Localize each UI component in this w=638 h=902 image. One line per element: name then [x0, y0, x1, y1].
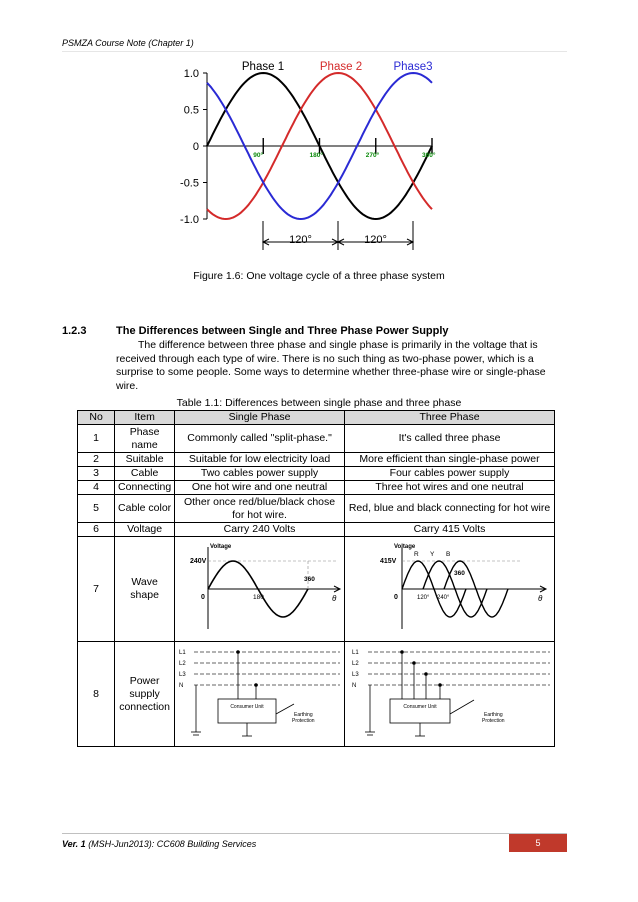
cell-no: 1: [78, 425, 115, 453]
cell-three: It's called three phase: [345, 425, 555, 453]
wave-end-label: 360: [453, 570, 465, 577]
cell-three: Red, blue and black connecting for hot wire: [345, 495, 555, 523]
three-phase-figure: [0, 0, 638, 262]
wave-voltage-label: Voltage: [393, 544, 415, 550]
line-label: L1: [178, 650, 186, 656]
cell-single: Other once red/blue/black chose for hot wire.: [175, 495, 345, 523]
cell-item: Wave shape: [115, 537, 175, 642]
three-supply-diagram: [346, 642, 554, 742]
cell-single: Suitable for low electricity load: [175, 453, 345, 467]
page-number: 5: [509, 834, 567, 852]
consumer-unit-label: Consumer Unit: [229, 704, 264, 710]
table-row: [78, 481, 555, 495]
cell-item: Power supply connection: [115, 642, 175, 747]
wave-level-label: 240V: [189, 558, 206, 565]
paragraph-line: The difference between three phase and single phase is primarily in the voltage that is: [138, 339, 538, 351]
wave-theta-label: θ: [331, 594, 336, 603]
table-row: [78, 537, 555, 642]
y-tick-label: -1.0: [180, 214, 199, 226]
wave-zero-label: 0: [200, 594, 205, 601]
angle-label: 180°: [309, 152, 323, 159]
y-tick-label: 0.5: [183, 104, 199, 117]
consumer-unit-label: Consumer Unit: [402, 704, 437, 710]
y-tick-label: -0.5: [180, 177, 199, 190]
cell-three: Three hot wires and one neutral: [345, 481, 555, 495]
page-footer: [62, 839, 256, 849]
figure-caption: Figure 1.6: One voltage cycle of a three phase system: [193, 270, 445, 282]
wave-level-label: 415V: [379, 558, 396, 565]
angle-label: 360°: [422, 152, 436, 159]
cell-single: Two cables power supply: [175, 467, 345, 481]
line-label: N: [351, 683, 356, 689]
legend-entry: Phase3: [393, 61, 433, 73]
wave-phase-b: B: [445, 551, 450, 558]
cell-no: 3: [78, 467, 115, 481]
y-tick-label: 1.0: [183, 68, 199, 80]
dimension-label: 120°: [364, 234, 387, 246]
cell-single: Commonly called "split-phase.": [175, 425, 345, 453]
cell-item: Cable color: [115, 495, 175, 523]
legend-entry: Phase 2: [319, 61, 363, 73]
line-label: L2: [351, 661, 359, 667]
cell-no: 5: [78, 495, 115, 523]
wave-voltage-label: Voltage: [209, 544, 231, 550]
cell-item: Connecting: [115, 481, 175, 495]
single-wave-cell: [175, 537, 345, 642]
footer-text: (MSH-Jun2013): CC608 Building Services: [85, 839, 257, 849]
table-header-row: [78, 411, 555, 425]
cell-single: One hot wire and one neutral: [175, 481, 345, 495]
three-supply-cell: [345, 642, 555, 747]
paragraph-line: received through each type of wire. There is no such thing as two-phase power, which is a: [116, 352, 534, 365]
single-supply-cell: [175, 642, 345, 747]
header-single: Single Phase: [175, 411, 345, 425]
cell-three: Four cables power supply: [345, 467, 555, 481]
paragraph-line: wire.: [116, 379, 139, 392]
earth-label: Protection: [291, 718, 315, 724]
section-paragraph: [116, 339, 564, 393]
cell-no: 4: [78, 481, 115, 495]
three-wave-diagram: [346, 537, 554, 637]
wave-mark-label: 120°: [416, 595, 429, 601]
section-title: The Differences between Single and Three Phase Power Supply: [116, 325, 449, 337]
earth-label: Earthing: [483, 712, 503, 718]
earth-label: Protection: [481, 718, 505, 724]
line-label: L1: [351, 650, 359, 656]
angle-label: 270°: [365, 152, 380, 159]
cell-three: Carry 415 Volts: [345, 523, 555, 537]
table-row: [78, 425, 555, 453]
line-label: L3: [351, 672, 359, 678]
section-number: 1.2.3: [62, 325, 87, 337]
header-three: Three Phase: [345, 411, 555, 425]
table-row: [78, 523, 555, 537]
cell-single: Carry 240 Volts: [175, 523, 345, 537]
single-wave-diagram: [176, 537, 344, 637]
cell-item: Phase name: [115, 425, 175, 453]
header-no: No: [78, 411, 115, 425]
line-label: L3: [178, 672, 186, 678]
wave-zero-label: 0: [393, 594, 398, 601]
dimension-label: 120°: [289, 234, 312, 246]
cell-three: More efficient than single-phase power: [345, 453, 555, 467]
single-supply-diagram: [176, 642, 344, 742]
figure-axes: [203, 73, 432, 250]
wave-end-label: 360: [303, 576, 315, 583]
cell-item: Cable: [115, 467, 175, 481]
cell-no: 7: [78, 537, 115, 642]
line-label: L2: [178, 661, 186, 667]
legend-entry: Phase 1: [241, 61, 285, 73]
cell-item: Voltage: [115, 523, 175, 537]
table-row: [78, 453, 555, 467]
three-wave-cell: [345, 537, 555, 642]
cell-item: Suitable: [115, 453, 175, 467]
wave-phase-r: R: [413, 551, 419, 558]
paragraph-line: surprise to some people. Some ways to determine whether three-phase wire or single-phase: [116, 366, 546, 379]
cell-no: 6: [78, 523, 115, 537]
comparison-table: [77, 410, 555, 747]
page-header: PSMZA Course Note (Chapter 1): [62, 38, 194, 48]
wave-theta-label: θ: [537, 594, 542, 603]
angle-label: 90°: [253, 152, 264, 159]
cell-no: 8: [78, 642, 115, 747]
table-caption: Table 1.1: Differences between single phase and three phase: [176, 397, 462, 409]
wave-mark-label: 240°: [436, 595, 449, 601]
footer-version: Ver. 1: [62, 839, 86, 849]
wave-mid-label: 180: [252, 594, 264, 601]
y-tick-label: 0: [192, 141, 199, 153]
table-row: [78, 467, 555, 481]
header-item: Item: [115, 411, 175, 425]
table-row: [78, 495, 555, 523]
footer-rule: [62, 833, 567, 834]
earth-label: Earthing: [293, 712, 313, 718]
line-label: N: [178, 683, 183, 689]
wave-phase-y: Y: [429, 551, 434, 558]
cell-no: 2: [78, 453, 115, 467]
table-row: [78, 642, 555, 747]
